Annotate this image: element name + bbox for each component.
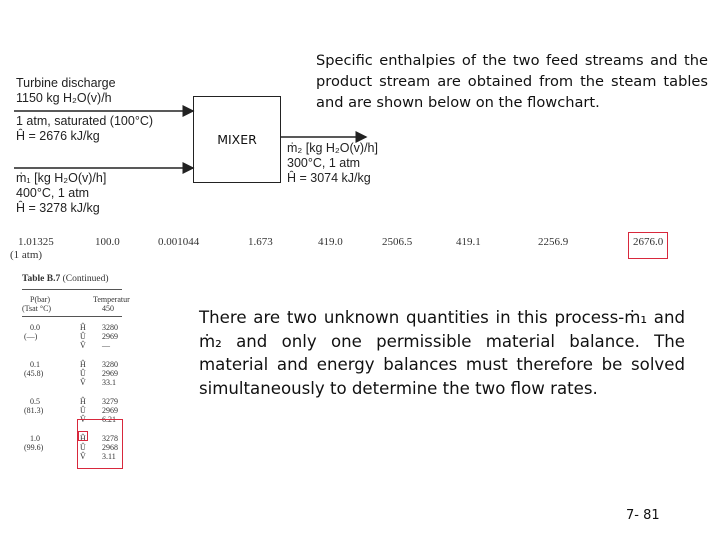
table-value: — — [102, 341, 110, 350]
steam-val-2: 1.673 — [248, 236, 273, 248]
mixer-box — [193, 96, 281, 183]
stream1-line2: 1150 kg H₂O(v)/h — [16, 91, 112, 105]
steam-val-6: 2256.9 — [538, 236, 569, 248]
table-value: 2968 — [102, 443, 118, 452]
table-symbol: Û — [80, 443, 86, 452]
table-symbol: Û — [80, 332, 86, 341]
product-label — [287, 141, 378, 186]
table-rule-top — [22, 289, 122, 290]
steam-val-0: 100.0 — [95, 236, 120, 248]
table-value: 3280 — [102, 360, 118, 369]
product-line3: Ĥ = 3074 kJ/kg — [287, 171, 371, 185]
table-value: 3279 — [102, 397, 118, 406]
stream1-line1: Turbine discharge — [16, 76, 116, 90]
table-symbol: Ĥ — [80, 360, 86, 369]
table-value: 2969 — [102, 406, 118, 415]
table-symbol: Ĥ — [80, 434, 86, 443]
stream2-line2: 400°C, 1 atm — [16, 186, 90, 200]
table-symbol: V̂ — [80, 378, 86, 387]
table-pressure-sub: (81.3) — [24, 406, 44, 415]
table-b7 — [22, 273, 162, 473]
col-t: Temperatur — [93, 295, 130, 304]
table-value: 33.1 — [102, 378, 116, 387]
table-pressure-sub: (99.6) — [24, 443, 44, 452]
body-paragraph: There are two unknown quantities in this process-ṁ₁ and ṁ₂ and only one permissible material balance. The material and energy balances must therefore be solved simultaneously to determine the two flow rates. — [199, 308, 685, 398]
stream2-line1: ṁ₁ [kg H₂O(v)/h] — [16, 171, 107, 185]
steam-table-row — [0, 232, 720, 264]
page-number: 7- 81 — [626, 508, 660, 523]
table-value: 6.21 — [102, 415, 116, 424]
steam-val-4: 2506.5 — [382, 236, 413, 248]
table-symbol: Û — [80, 369, 86, 378]
steam-pressure-sub: (1 atm) — [10, 249, 43, 261]
col-p-sub: (Tsat °C) — [22, 304, 52, 313]
table-value: 2969 — [102, 369, 118, 378]
stream1-label-bottom — [16, 114, 153, 144]
table-symbol: V̂ — [80, 341, 86, 350]
highlight-box-values — [77, 419, 123, 469]
stream1-line4: Ĥ = 2676 kJ/kg — [16, 129, 100, 143]
steam-val-1: 0.001044 — [158, 236, 200, 248]
stream2-label — [16, 171, 106, 216]
stream1-label-top — [16, 76, 116, 106]
table-symbol: V̂ — [80, 415, 86, 424]
col-p: P(bar) — [30, 295, 50, 304]
table-symbol: V̂ — [80, 452, 86, 461]
stream2-line3: Ĥ = 3278 kJ/kg — [16, 201, 100, 215]
table-rule-header — [22, 316, 122, 317]
steam-val-7: 2676.0 — [633, 236, 664, 248]
table-value: 3278 — [102, 434, 118, 443]
col-t-sub: 450 — [102, 304, 114, 313]
table-symbol: Ĥ — [80, 397, 86, 406]
steam-val-5: 419.1 — [456, 236, 481, 248]
product-line1: ṁ₂ [kg H₂O(v)/h] — [287, 141, 378, 155]
intro-paragraph: Specific enthalpies of the two feed streams and the product stream are obtained from the steam tables and are shown below on the flowchart. — [316, 52, 708, 111]
table-pressure: 1.0 — [30, 434, 40, 443]
table-symbol: Û — [80, 406, 86, 415]
highlight-box-symbol — [78, 431, 88, 441]
table-pressure: 0.5 — [30, 397, 40, 406]
product-line2: 300°C, 1 atm — [287, 156, 361, 170]
stream1-line3: 1 atm, saturated (100°C) — [16, 114, 154, 128]
table-pressure-sub: (45.8) — [24, 369, 44, 378]
table-pressure: 0.1 — [30, 360, 40, 369]
steam-pressure: 1.01325 — [18, 236, 54, 248]
table-pressure-sub: (—) — [24, 332, 38, 341]
table-value: 2969 — [102, 332, 118, 341]
table-value: 3280 — [102, 323, 118, 332]
table-symbol: Ĥ — [80, 323, 86, 332]
highlight-box-enthalpy — [628, 232, 668, 259]
table-title — [22, 275, 109, 284]
table-title-suffix: (Continued) — [62, 274, 109, 284]
table-pressure: 0.0 — [30, 323, 40, 332]
table-title-text: Table B.7 — [22, 274, 61, 284]
table-value: 3.11 — [102, 452, 116, 461]
mixer-label: MIXER — [217, 132, 257, 147]
steam-val-3: 419.0 — [318, 236, 343, 248]
